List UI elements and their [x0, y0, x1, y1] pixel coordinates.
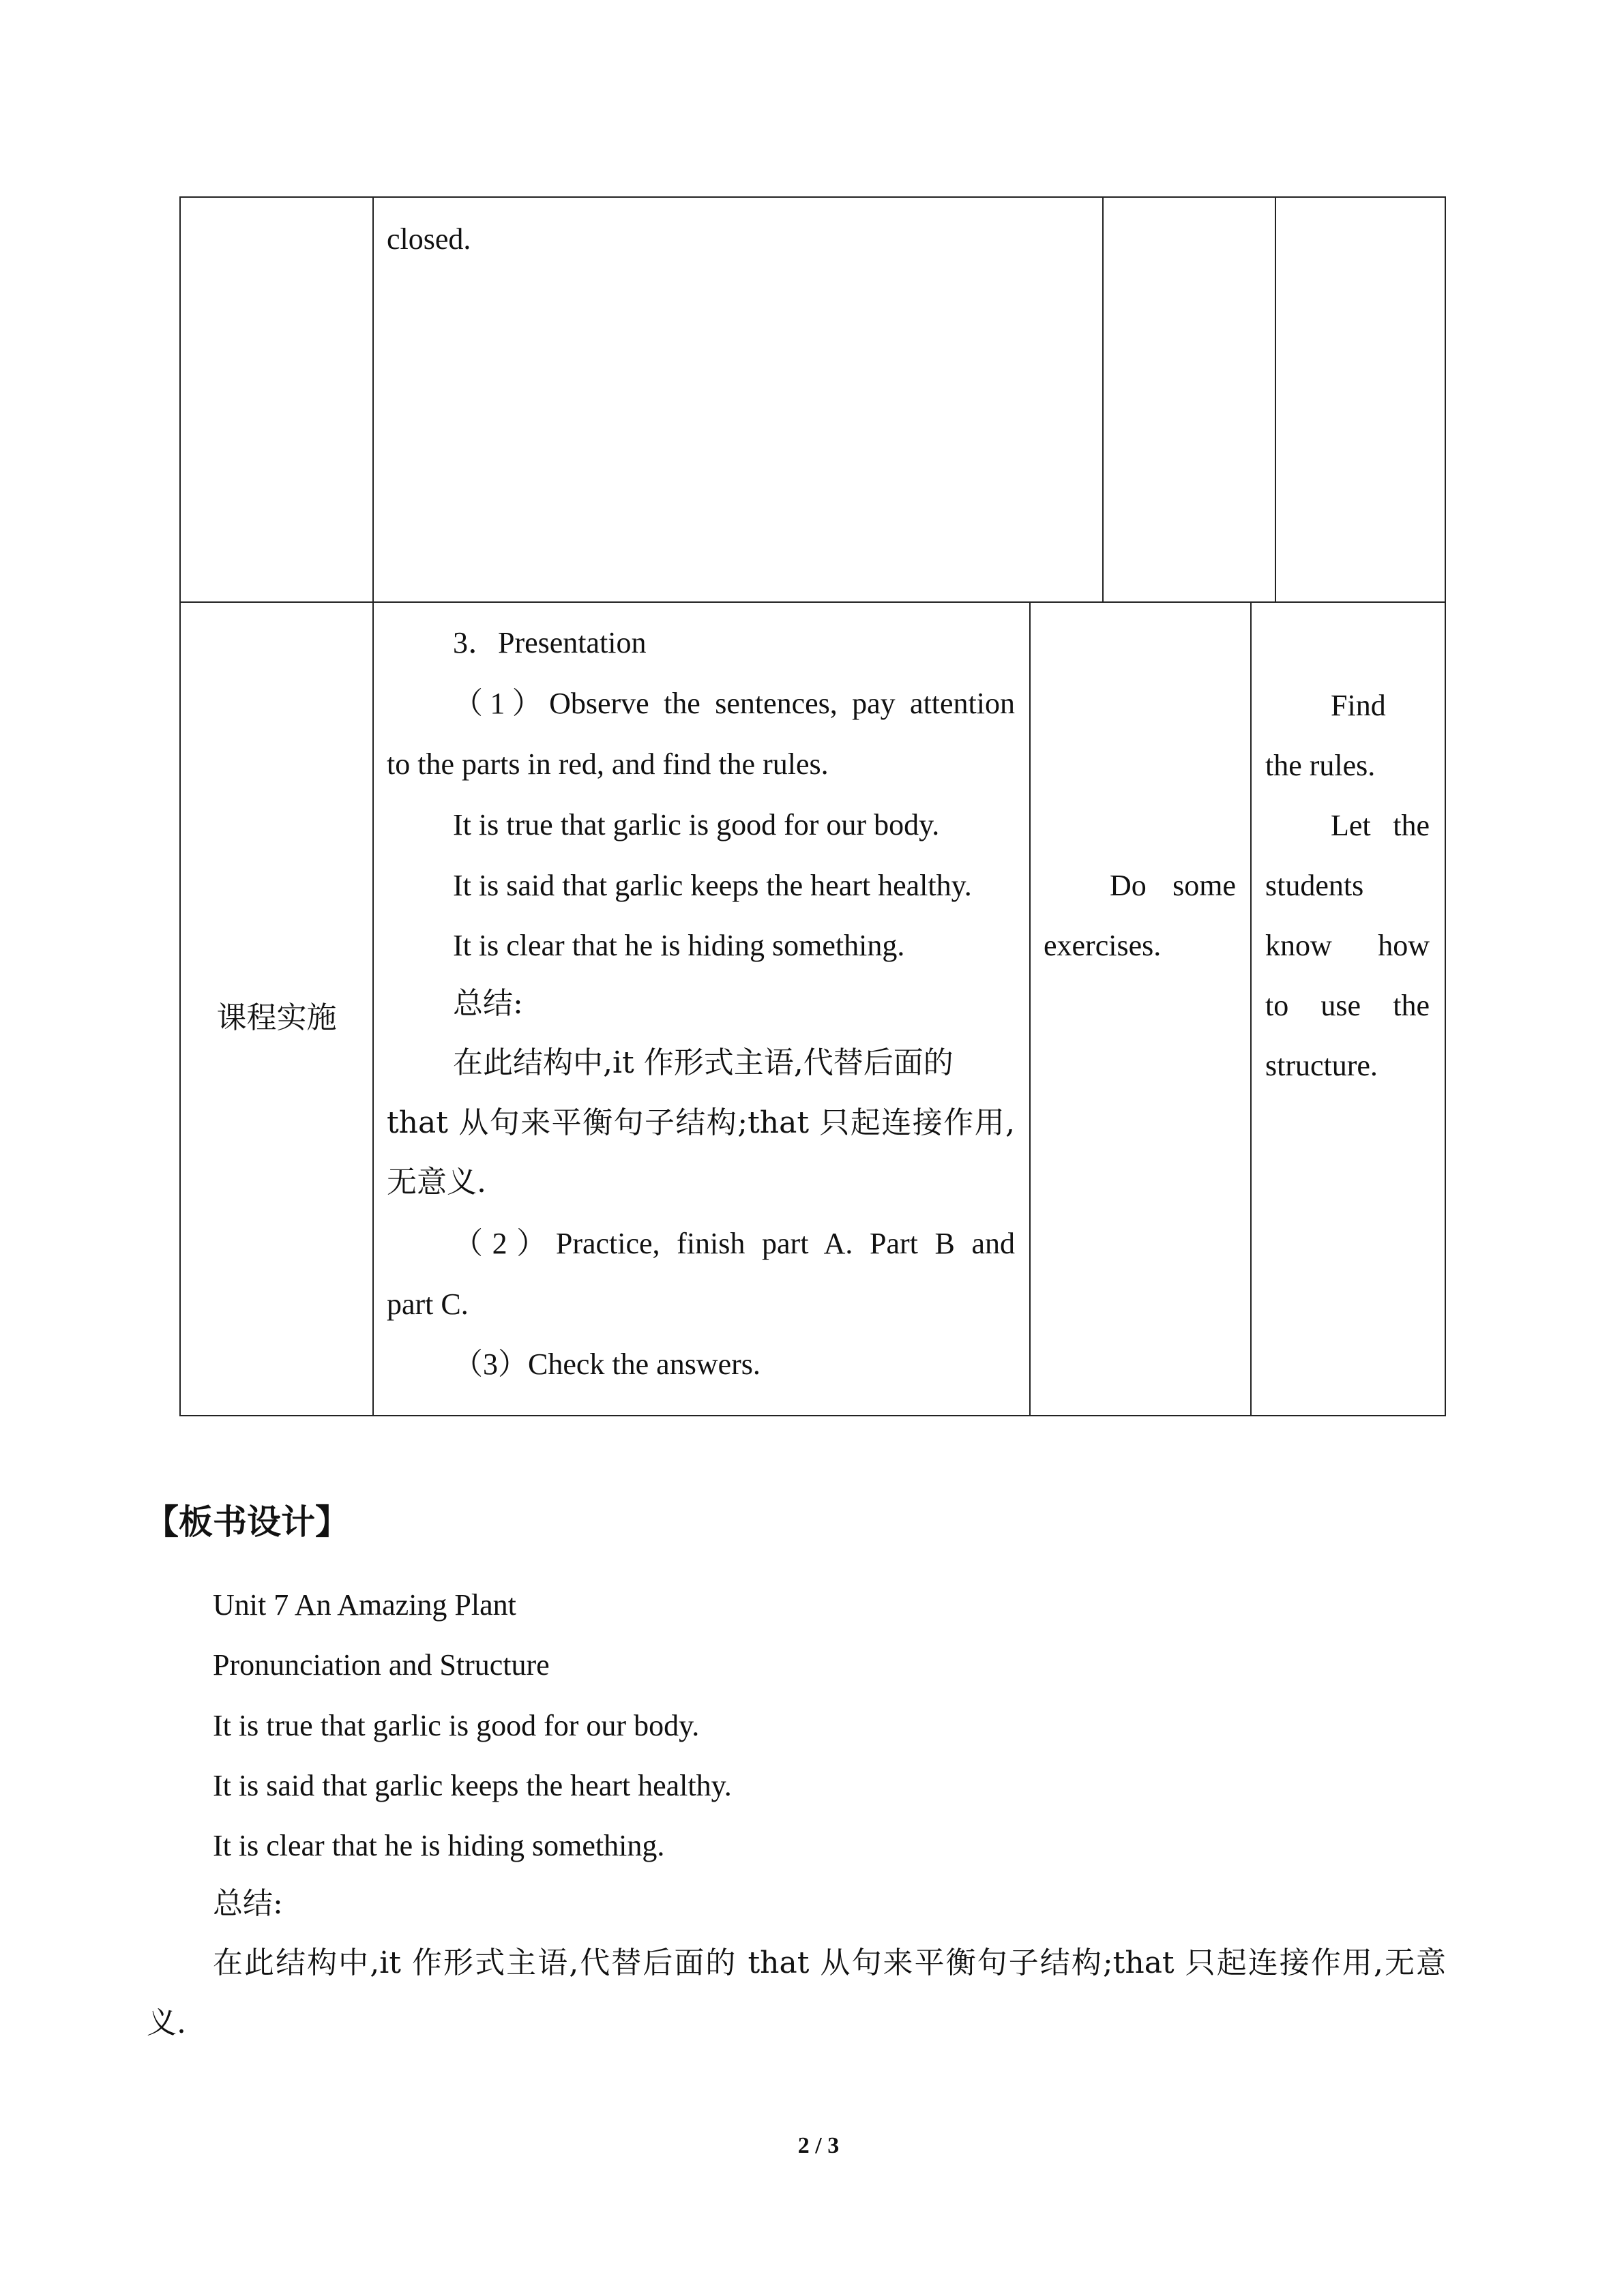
table-divider-r1-b — [1275, 196, 1276, 603]
board-line-2: Pronunciation and Structure — [213, 1648, 550, 1682]
step2-line1: （2）Practice, finish part A. Part B and — [453, 1227, 1015, 1260]
page-number: 2 / 3 — [797, 2133, 840, 2158]
table-border-middle — [179, 601, 1446, 603]
table-border-top — [179, 196, 1446, 198]
summary-label: 总结: — [453, 986, 523, 1021]
row2-label: 课程实施 — [216, 1000, 337, 1035]
student-line2: exercises. — [1044, 929, 1162, 962]
presentation-title: 3．Presentation — [453, 626, 647, 659]
row1-content: closed. — [387, 222, 471, 256]
example-sentence-1: It is true that garlic is good for our body. — [453, 808, 940, 841]
table-divider-label — [372, 196, 374, 1416]
step1-line2: to the parts in red, and find the rules. — [387, 747, 829, 781]
board-line-4: It is said that garlic keeps the heart healthy. — [213, 1769, 732, 1802]
summary-line2: that 从句来平衡句子结构;that 只起连接作用, — [387, 1105, 1015, 1140]
table-border-left — [179, 196, 181, 1416]
student-line1: Do some — [1110, 869, 1236, 902]
purpose-line-5: know how — [1265, 929, 1430, 962]
board-design-heading: 【板书设计】 — [145, 1502, 349, 1542]
example-sentence-2: It is said that garlic keeps the heart healthy. — [453, 869, 972, 902]
step2-line2: part C. — [387, 1287, 469, 1321]
purpose-line-6: to use the — [1265, 989, 1430, 1022]
step3-line: （3）Check the answers. — [453, 1347, 761, 1381]
board-line-1: Unit 7 An Amazing Plant — [213, 1588, 516, 1622]
table-border-bottom — [179, 1415, 1446, 1416]
step1-line1: （1）Observe the sentences, pay attention — [453, 687, 1015, 720]
purpose-line-4: students — [1265, 869, 1364, 902]
example-sentence-3: It is clear that he is hiding something. — [453, 929, 905, 962]
purpose-line-3: Let the — [1331, 809, 1430, 842]
summary-line1: 在此结构中,it 作形式主语,代替后面的 — [453, 1045, 954, 1080]
table-divider-r1-a — [1102, 196, 1104, 603]
board-summary-line1: 在此结构中,it 作形式主语,代替后面的 that 从句来平衡句子结构;that 只起连接作用,无意 — [213, 1945, 1446, 1980]
board-line-6: 总结: — [213, 1886, 283, 1921]
board-line-5: It is clear that he is hiding something. — [213, 1829, 665, 1862]
summary-line3: 无意义. — [387, 1165, 486, 1199]
purpose-line-2: the rules. — [1265, 749, 1376, 782]
table-border-right — [1445, 196, 1446, 1416]
purpose-line-7: structure. — [1265, 1049, 1378, 1082]
purpose-line-1: Find — [1331, 689, 1386, 722]
board-line-3: It is true that garlic is good for our body. — [213, 1709, 700, 1742]
board-summary-line2: 义. — [147, 2006, 186, 2040]
table-divider-r2-a — [1029, 601, 1031, 1416]
table-divider-r2-b — [1250, 601, 1252, 1416]
